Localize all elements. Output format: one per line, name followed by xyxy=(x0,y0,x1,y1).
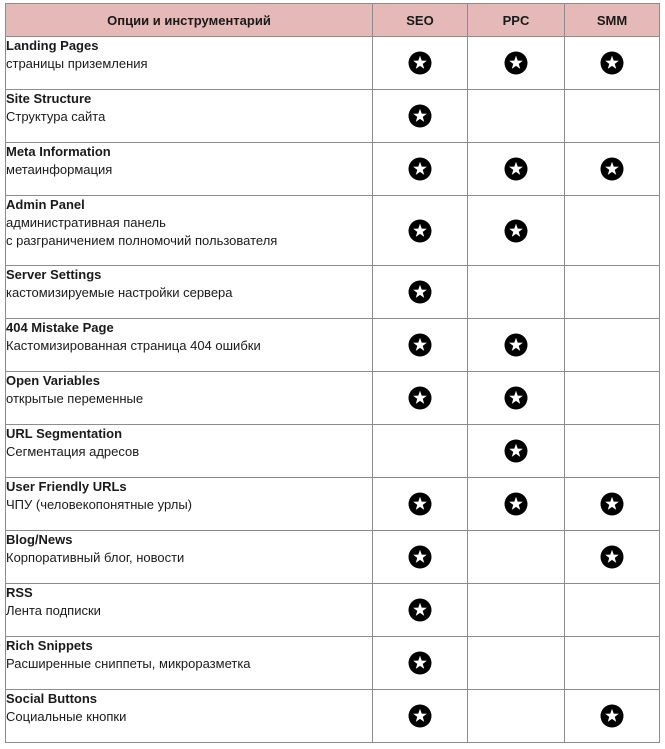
mark-cell-smm xyxy=(565,425,660,478)
feature-description: кастомизируемые настройки сервера xyxy=(6,285,233,300)
mark-cell-seo xyxy=(373,478,468,531)
mark-cell-seo xyxy=(373,584,468,637)
feature-name: RSS xyxy=(6,585,33,600)
mark-cell-ppc xyxy=(468,196,565,266)
star-badge-icon xyxy=(408,283,432,300)
feature-cell xyxy=(6,37,373,90)
feature-cell xyxy=(6,690,373,743)
feature-name: Social Buttons xyxy=(6,691,98,706)
mark-cell-ppc xyxy=(468,584,565,637)
star-badge-icon xyxy=(408,654,432,671)
mark-cell-seo xyxy=(373,266,468,319)
table-row xyxy=(6,690,660,743)
mark-cell-ppc xyxy=(468,90,565,143)
feature-cell xyxy=(6,319,373,372)
star-badge-icon xyxy=(600,160,624,177)
table-row xyxy=(6,372,660,425)
feature-name: Site Structure xyxy=(6,91,92,106)
feature-name: Blog/News xyxy=(6,532,73,547)
header-smm: SMM xyxy=(565,4,660,37)
star-badge-icon xyxy=(408,54,432,71)
feature-description: ЧПУ (человекопонятные урлы) xyxy=(6,497,192,512)
star-badge-icon xyxy=(408,222,432,239)
mark-cell-seo xyxy=(373,372,468,425)
mark-cell-smm xyxy=(565,637,660,690)
star-badge-icon xyxy=(504,160,528,177)
feature-description: открытые переменные xyxy=(6,391,144,406)
header-options: Опции и инструментарий xyxy=(6,4,373,37)
table-row xyxy=(6,319,660,372)
star-badge-icon xyxy=(408,495,432,512)
mark-cell-seo xyxy=(373,425,468,478)
feature-cell xyxy=(6,531,373,584)
feature-name: URL Segmentation xyxy=(6,426,123,441)
feature-description: административная панель xyxy=(6,215,166,230)
mark-cell-smm xyxy=(565,266,660,319)
mark-cell-smm xyxy=(565,690,660,743)
mark-cell-seo xyxy=(373,37,468,90)
feature-name: Server Settings xyxy=(6,267,102,282)
table-row xyxy=(6,90,660,143)
feature-name: Meta Information xyxy=(6,144,111,159)
feature-description: Кастомизированная страница 404 ошибки xyxy=(6,338,261,353)
star-badge-icon xyxy=(600,707,624,724)
mark-cell-smm xyxy=(565,584,660,637)
feature-name: Admin Panel xyxy=(6,197,85,212)
mark-cell-smm xyxy=(565,372,660,425)
star-badge-icon xyxy=(504,442,528,459)
mark-cell-ppc xyxy=(468,478,565,531)
feature-cell xyxy=(6,266,373,319)
mark-cell-seo xyxy=(373,637,468,690)
mark-cell-ppc xyxy=(468,372,565,425)
feature-cell xyxy=(6,425,373,478)
table-row xyxy=(6,37,660,90)
star-badge-icon xyxy=(408,160,432,177)
mark-cell-ppc xyxy=(468,37,565,90)
feature-cell xyxy=(6,196,373,266)
star-badge-icon xyxy=(504,222,528,239)
feature-description: Структура сайта xyxy=(6,109,106,124)
table-row xyxy=(6,478,660,531)
mark-cell-seo xyxy=(373,143,468,196)
table-row xyxy=(6,266,660,319)
feature-name: User Friendly URLs xyxy=(6,479,127,494)
mark-cell-smm xyxy=(565,37,660,90)
feature-cell xyxy=(6,143,373,196)
table-row xyxy=(6,637,660,690)
feature-description: Расширенные сниппеты, микроразметка xyxy=(6,656,251,671)
feature-description: страницы приземления xyxy=(6,56,148,71)
header-ppc: PPC xyxy=(468,4,565,37)
table-row xyxy=(6,196,660,266)
mark-cell-ppc xyxy=(468,143,565,196)
star-badge-icon xyxy=(408,389,432,406)
mark-cell-smm xyxy=(565,319,660,372)
feature-name: Rich Snippets xyxy=(6,638,93,653)
mark-cell-ppc xyxy=(468,319,565,372)
mark-cell-seo xyxy=(373,531,468,584)
feature-description: с разграничением полномочий пользователя xyxy=(6,233,278,248)
mark-cell-smm xyxy=(565,90,660,143)
features-table xyxy=(5,3,660,743)
mark-cell-ppc xyxy=(468,425,565,478)
star-badge-icon xyxy=(504,54,528,71)
star-badge-icon xyxy=(504,389,528,406)
feature-description: Корпоративный блог, новости xyxy=(6,550,185,565)
star-badge-icon xyxy=(408,336,432,353)
star-badge-icon xyxy=(600,548,624,565)
header-seo: SEO xyxy=(373,4,468,37)
star-badge-icon xyxy=(504,495,528,512)
mark-cell-seo xyxy=(373,90,468,143)
mark-cell-smm xyxy=(565,143,660,196)
table-row xyxy=(6,531,660,584)
mark-cell-smm xyxy=(565,196,660,266)
mark-cell-ppc xyxy=(468,637,565,690)
mark-cell-ppc xyxy=(468,266,565,319)
mark-cell-smm xyxy=(565,478,660,531)
star-badge-icon xyxy=(408,548,432,565)
header-row xyxy=(6,4,660,37)
table-row xyxy=(6,425,660,478)
feature-cell xyxy=(6,584,373,637)
mark-cell-smm xyxy=(565,531,660,584)
star-badge-icon xyxy=(408,107,432,124)
feature-name: Open Variables xyxy=(6,373,100,388)
feature-description: Сегментация адресов xyxy=(6,444,140,459)
table-row xyxy=(6,143,660,196)
mark-cell-seo xyxy=(373,196,468,266)
feature-name: 404 Mistake Page xyxy=(6,320,114,335)
feature-cell xyxy=(6,372,373,425)
feature-cell xyxy=(6,478,373,531)
table-row xyxy=(6,584,660,637)
mark-cell-seo xyxy=(373,319,468,372)
star-badge-icon xyxy=(408,601,432,618)
feature-description: метаинформация xyxy=(6,162,113,177)
feature-name: Landing Pages xyxy=(6,38,99,53)
feature-description: Лента подписки xyxy=(6,603,101,618)
star-badge-icon xyxy=(408,707,432,724)
star-badge-icon xyxy=(504,336,528,353)
mark-cell-ppc xyxy=(468,690,565,743)
star-badge-icon xyxy=(600,54,624,71)
mark-cell-seo xyxy=(373,690,468,743)
mark-cell-ppc xyxy=(468,531,565,584)
feature-description: Социальные кнопки xyxy=(6,709,127,724)
feature-cell xyxy=(6,90,373,143)
star-badge-icon xyxy=(600,495,624,512)
feature-cell xyxy=(6,637,373,690)
